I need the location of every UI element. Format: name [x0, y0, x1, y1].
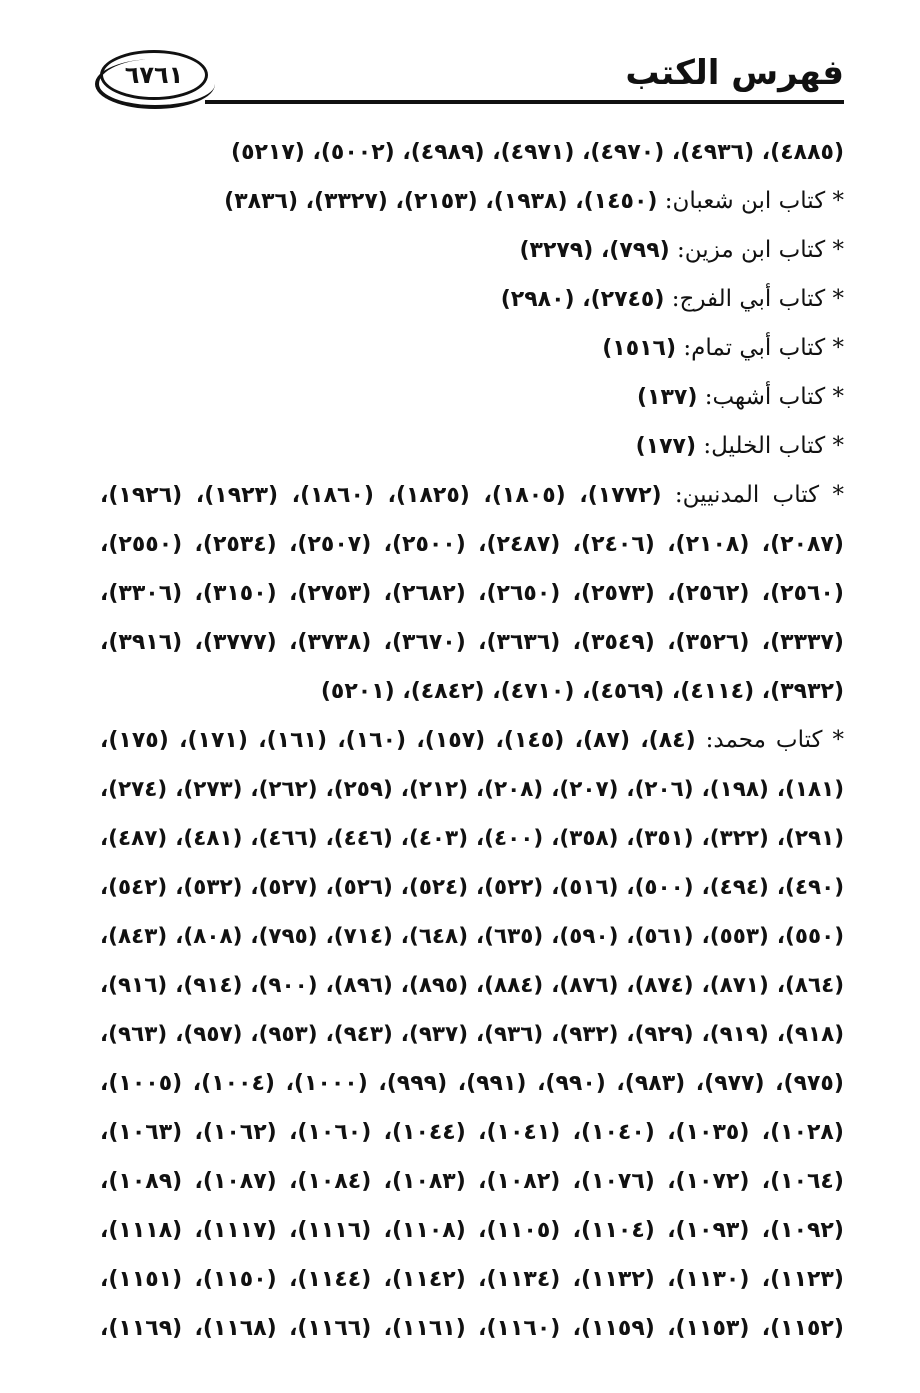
index-line — [100, 471, 844, 520]
reference-numbers: (٢٥٦٠)، (٢٥٦٢)، (٢٥٧٣)، (٢٦٥٠)، (٢٦٨٢)، (٢٧٥٣)، (٣١٥٠)، (٣٣٠٦)، — [100, 581, 844, 606]
index-line — [100, 226, 844, 275]
reference-numbers: (٢٠٨٧)، (٢١٠٨)، (٢٤٠٦)، (٢٤٨٧)، (٢٥٠٠)، (٢٥٠٧)، (٢٥٣٤)، (٢٥٥٠)، — [100, 532, 844, 557]
index-line — [100, 422, 844, 471]
reference-numbers: (١٧٧٢)، (١٨٠٥)، (١٨٢٥)، (١٨٦٠)، (١٩٢٣)، (١٩٢٦)، — [100, 483, 662, 508]
index-line — [100, 373, 844, 422]
index-line — [100, 520, 844, 569]
reference-numbers: (١٧٧) — [635, 434, 697, 459]
reference-numbers: (٤٨٨٥)، (٤٩٣٦)، (٤٩٧٠)، (٤٩٧١)، (٤٩٨٩)، (٥٠٠٢)، (٥٢١٧) — [231, 140, 844, 165]
reference-numbers: (١٥١٦) — [602, 336, 677, 361]
index-line — [100, 275, 844, 324]
reference-numbers: (٢٧٤٥)، (٢٩٨٠) — [500, 287, 665, 312]
header-rule — [205, 100, 844, 104]
page-number: ٦٧٦١ — [124, 61, 184, 89]
page-header — [0, 0, 920, 110]
book-label: * كتاب المدنيين: — [661, 482, 844, 508]
reference-numbers: (٨٤)، (٨٧)، (١٤٥)، (١٥٧)، (١٦٠)، (١٦١)، (١٧١)، (١٧٥)، — [100, 728, 696, 753]
reference-numbers: (٣٣٣٧)، (٣٥٢٦)، (٣٥٤٩)، (٣٦٣٦)، (٣٦٧٠)، (٣٧٣٨)، (٣٧٧٧)، (٣٩١٦)، — [100, 630, 844, 655]
index-line — [100, 765, 844, 814]
reference-numbers: (٣٩٣٢)، (٤١١٤)، (٤٥٦٩)، (٤٧١٠)، (٤٨٤٢)، (٥٢٠١) — [320, 679, 844, 704]
reference-numbers: (٢٩١)، (٣٢٢)، (٣٥١)، (٣٥٨)، (٤٠٠)، (٤٠٣)، (٤٤٦)، (٤٦٦)، (٤٨١)، (٤٨٧)، — [100, 826, 844, 851]
book-label: * كتاب محمد: — [695, 727, 844, 753]
reference-numbers: (١٠٦٤)، (١٠٧٢)، (١٠٧٦)، (١٠٨٢)، (١٠٨٣)، (١٠٨٤)، (١٠٨٧)، (١٠٨٩)، — [100, 1169, 844, 1194]
book-label: * كتاب ابن مزين: — [669, 237, 844, 263]
index-line — [100, 1206, 844, 1255]
book-label: * كتاب أشهب: — [697, 384, 844, 410]
reference-numbers: (١٠٩٢)، (١٠٩٣)، (١١٠٤)، (١١٠٥)، (١١٠٨)، (١١١٦)، (١١١٧)، (١١١٨)، — [100, 1218, 844, 1243]
index-line — [100, 1157, 844, 1206]
reference-numbers: (١٠٢٨)، (١٠٣٥)، (١٠٤٠)، (١٠٤١)، (١٠٤٤)، (١٠٦٠)، (١٠٦٢)، (١٠٦٣)، — [100, 1120, 844, 1145]
book-label: * كتاب أبي الفرج: — [664, 286, 844, 312]
index-line — [100, 128, 844, 177]
reference-numbers: (١١٥٢)، (١١٥٣)، (١١٥٩)، (١١٦٠)، (١١٦١)، (١١٦٦)، (١١٦٨)، (١١٦٩)، — [100, 1316, 844, 1341]
index-line — [100, 569, 844, 618]
index-line — [100, 1010, 844, 1059]
index-line — [100, 324, 844, 373]
index-line — [100, 1255, 844, 1304]
index-line — [100, 177, 844, 226]
reference-numbers: (٨٦٤)، (٨٧١)، (٨٧٤)، (٨٧٦)، (٨٨٤)، (٨٩٥)، (٨٩٦)، (٩٠٠)، (٩١٤)، (٩١٦)، — [100, 973, 844, 998]
reference-numbers: (١٣٧) — [636, 385, 698, 410]
reference-numbers: (٥٥٠)، (٥٥٣)، (٥٦١)، (٥٩٠)، (٦٣٥)، (٦٤٨)، (٧١٤)، (٧٩٥)، (٨٠٨)، (٨٤٣)، — [100, 924, 844, 949]
index-line — [100, 961, 844, 1010]
index-line — [100, 912, 844, 961]
index-line — [100, 1304, 844, 1353]
reference-numbers: (٩٧٥)، (٩٧٧)، (٩٨٣)، (٩٩٠)، (٩٩١)، (٩٩٩)، (١٠٠٠)، (١٠٠٤)، (١٠٠٥)، — [100, 1071, 844, 1096]
reference-numbers: (٩١٨)، (٩١٩)، (٩٢٩)، (٩٣٢)، (٩٣٦)، (٩٣٧)، (٩٤٣)، (٩٥٣)، (٩٥٧)، (٩٦٣)، — [100, 1022, 844, 1047]
page-title: فهرس الكتب — [625, 53, 844, 93]
page-number-badge — [100, 50, 208, 100]
reference-numbers: (١٨١)، (١٩٨)، (٢٠٦)، (٢٠٧)، (٢٠٨)، (٢١٢)، (٢٥٩)، (٢٦٢)، (٢٧٣)، (٢٧٤)، — [100, 777, 844, 802]
index-line — [100, 667, 844, 716]
index-line — [100, 716, 844, 765]
book-label: * كتاب ابن شعبان: — [657, 188, 844, 214]
index-line — [100, 618, 844, 667]
index-line — [100, 1108, 844, 1157]
index-line — [100, 1059, 844, 1108]
book-label: * كتاب الخليل: — [696, 433, 844, 459]
reference-numbers: (٧٩٩)، (٣٢٧٩) — [519, 238, 670, 263]
reference-numbers: (١٤٥٠)، (١٩٣٨)، (٢١٥٣)، (٣٣٢٧)، (٣٨٣٦) — [224, 189, 658, 214]
reference-numbers: (١١٢٣)، (١١٣٠)، (١١٣٢)، (١١٣٤)، (١١٤٢)، (١١٤٤)، (١١٥٠)، (١١٥١)، — [100, 1267, 844, 1292]
index-line — [100, 863, 844, 912]
book-label: * كتاب أبي تمام: — [676, 335, 844, 361]
reference-numbers: (٤٩٠)، (٤٩٤)، (٥٠٠)، (٥١٦)، (٥٢٢)، (٥٢٤)، (٥٢٦)، (٥٢٧)، (٥٣٢)، (٥٤٢)، — [100, 875, 844, 900]
index-content — [100, 128, 844, 1353]
index-line — [100, 814, 844, 863]
